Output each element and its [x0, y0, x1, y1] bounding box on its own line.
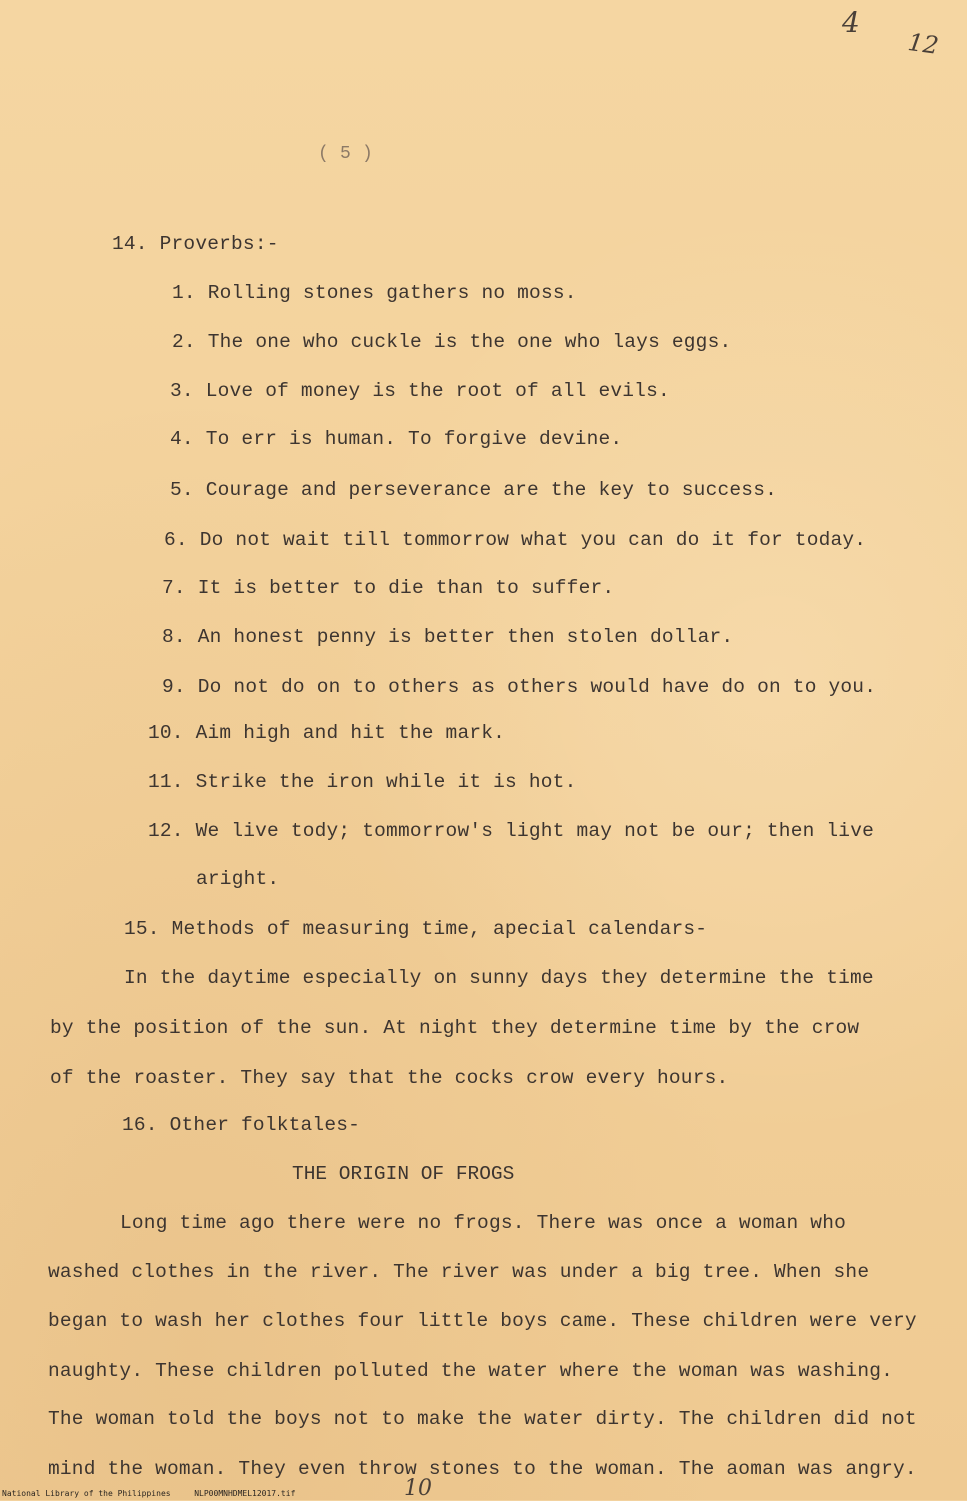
footer-library: National Library of the Philippines [2, 1489, 171, 1498]
section-15-line-2: by the position of the sun. At night they determine time by the crow [50, 1017, 860, 1039]
proverb-1: 1. Rolling stones gathers no moss. [172, 282, 577, 304]
proverb-2: 2. The one who cuckle is the one who lays eggs. [172, 331, 732, 353]
handwritten-bottom-mark: 10 [404, 1476, 432, 1501]
story-line-1: Long time ago there were no frogs. There was once a woman who [120, 1212, 847, 1234]
proverb-10: 10. Aim high and hit the mark. [148, 722, 506, 744]
section-15-line-3: of the roaster. They say that the cocks crow every hours. [50, 1067, 729, 1089]
story-line-3: began to wash her clothes four little boys came. These children were very [48, 1310, 917, 1332]
story-line-6: mind the woman. They even throw stones to the woman. The aoman was angry. [48, 1458, 917, 1480]
proverb-3: 3. Love of money is the root of all evils. [170, 380, 670, 402]
section-15-heading: 15. Methods of measuring time, apecial calendars- [124, 918, 708, 940]
story-line-5: The woman told the boys not to make the water dirty. The children did not [48, 1408, 917, 1430]
story-line-2: washed clothes in the river. The river was under a big tree. When she [48, 1261, 870, 1283]
proverb-5: 5. Courage and perseverance are the key to success. [170, 479, 777, 501]
proverb-12: 12. We live tody; tommorrow's light may not be our; then live [148, 820, 875, 842]
page-number: ( 5 ) [318, 144, 374, 164]
scan-footer [2, 1489, 295, 1498]
proverb-6: 6. Do not wait till tommorrow what you can do it for today. [164, 529, 867, 551]
story-line-4: naughty. These children polluted the water where the woman was washing. [48, 1360, 894, 1382]
proverb-8: 8. An honest penny is better then stolen dollar. [162, 626, 734, 648]
proverb-4: 4. To err is human. To forgive devine. [170, 428, 623, 450]
proverb-9: 9. Do not do on to others as others would have do on to you. [162, 676, 877, 698]
story-title: THE ORIGIN OF FROGS [292, 1163, 515, 1185]
handwritten-page-mark-a: 4 [842, 6, 860, 39]
proverb-11: 11. Strike the iron while it is hot. [148, 771, 577, 793]
proverb-12-continued: aright. [196, 868, 280, 890]
section-15-line-1: In the daytime especially on sunny days they determine the time [124, 967, 874, 989]
handwritten-page-mark-b: 12 [906, 28, 941, 60]
section-14-heading: 14. Proverbs:- [112, 233, 279, 255]
footer-filename: NLP00MNHDMEL12017.tif [194, 1489, 296, 1498]
section-16-heading: 16. Other folktales- [122, 1114, 361, 1136]
proverb-7: 7. It is better to die than to suffer. [162, 577, 615, 599]
